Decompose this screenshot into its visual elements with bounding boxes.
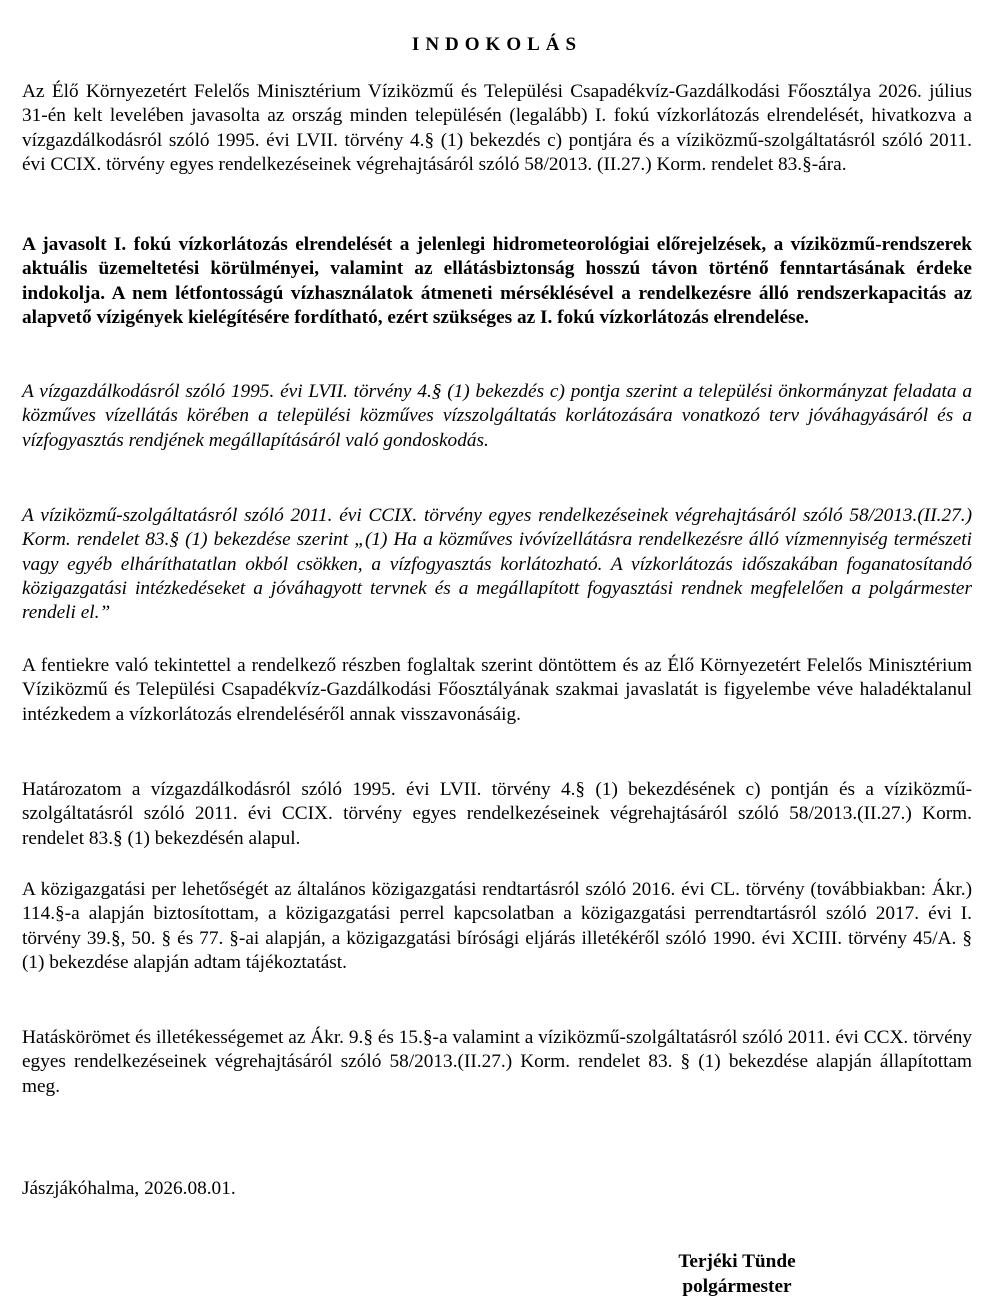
document-title: INDOKOLÁS [411, 34, 583, 55]
signature-block [612, 1249, 862, 1299]
place-and-date: Jászjákóhalma, 2026.08.01. [22, 1178, 236, 1199]
paragraph-competence: Hatáskörömet és illetékességemet az Ákr. 9.§ és 15.§-a valamint a víziközmű-szolgáltatásról szóló 2011. évi CCX. törvény egyes rendelkezéseinek végrehajtásáról szóló 58/2013.(II.27.) Korm. rendelet 83. § (1) bekezdése alapján állapítottam meg. [22, 1027, 972, 1097]
paragraph-ministry-proposal: Az Élő Környezetért Felelős Minisztérium Víziközmű és Települési Csapadékvíz-Gazdálkodási Főosztálya 2026. július 31-én kelt levelében javasolta az ország minden településén (legalább) I. fokú vízkorlátozás elrendelését, hivatkozva a vízgazdálkodásról szóló 1995. évi LVII. törvény 4.§ (1) bekezdés c) pontjára és a víziközmű-szolgáltatásról szóló 2011. évi CCIX. törvény egyes rendelkezéseinek végrehajtásáról szóló 58/2013. (II.27.) Korm. rendelet 83.§-ára. [22, 81, 972, 175]
paragraph-decision: A fentiekre való tekintettel a rendelkező részben foglaltak szerint döntöttem és az Élő Környezetért Felelős Minisztérium Víziközmű és Települési Csapadékvíz-Gazdálkodási Főosztályának szakmai javaslatát is figyelembe véve haladéktalanul intézkedem a vízkorlátozás elrendeléséről annak visszavonásáig. [22, 655, 972, 725]
paragraph-justification: A javasolt I. fokú vízkorlátozás elrendelését a jelenlegi hidrometeorológiai előrejelzések, a víziközmű-rendszerek aktuális üzemeltetési körülményei, valamint az ellátásbiztonság hosszú távon történő fenntartásának érdeke indokolja. A nem létfontosságú vízhasználatok átmeneti mérséklésével a rendelkezésre álló rendszerkapacitás az alapvető vízigények kielégítésére fordítható, ezért szükséges az I. fokú vízkorlátozás elrendelése. [22, 234, 972, 328]
paragraph-legal-remedy: A közigazgatási per lehetőségét az általános közigazgatási rendtartásról szóló 2016. évi CL. törvény (továbbiakban: Ákr.) 114.§-a alapján biztosítottam, a közigazgatási perrel kapcsolatban a közigazgatási perrendtartásról szóló 2017. évi I. törvény 39.§, 50. § és 77. §-ai alapján, a közigazgatási bírósági eljárás illetékéről szóló 1990. évi XCIII. törvény 45/A. § (1) bekezdése alapján adtam tájékoztatást. [22, 879, 972, 973]
signatory-name: Terjéki Tünde [678, 1251, 796, 1272]
paragraph-government-decree-quote: A víziközmű-szolgáltatásról szóló 2011. évi CCIX. törvény egyes rendelkezéseinek végrehajtásáról szóló 58/2013.(II.27.) Korm. rendelet 83.§ (1) bekezdése szerint „(1) Ha a közműves ivóvízellátásra rendelkezésre álló vízmennyiség természeti vagy egyéb elháríthatatlan okból csökken, a vízfogyasztás korlátozható. A vízkorlátozás időszakában foganatosítandó közigazgatási intézkedéseket a jóváhagyott tervnek és a megállapított fogyasztási rendnek megfelelően a polgármester rendeli el.” [22, 505, 972, 624]
signatory-role: polgármester [682, 1276, 792, 1297]
paragraph-water-law-quote: A vízgazdálkodásról szóló 1995. évi LVII. törvény 4.§ (1) bekezdés c) pontja szerint a települési önkormányzat feladata a közműves vízellátás körében a települési közműves vízszolgáltatás korlátozására vonatkozó terv jóváhagyásáról és a vízfogyasztás rendjének megállapításáról való gondoskodás. [22, 381, 972, 451]
paragraph-legal-basis: Határozatom a vízgazdálkodásról szóló 1995. évi LVII. törvény 4.§ (1) bekezdésének c) pontján és a víziközmű-szolgáltatásról szóló 2011. évi CCIX. törvény egyes rendelkezéseinek végrehajtásáról szóló 58/2013.(II.27.) Korm. rendelet 83.§ (1) bekezdésén alapul. [22, 779, 972, 849]
